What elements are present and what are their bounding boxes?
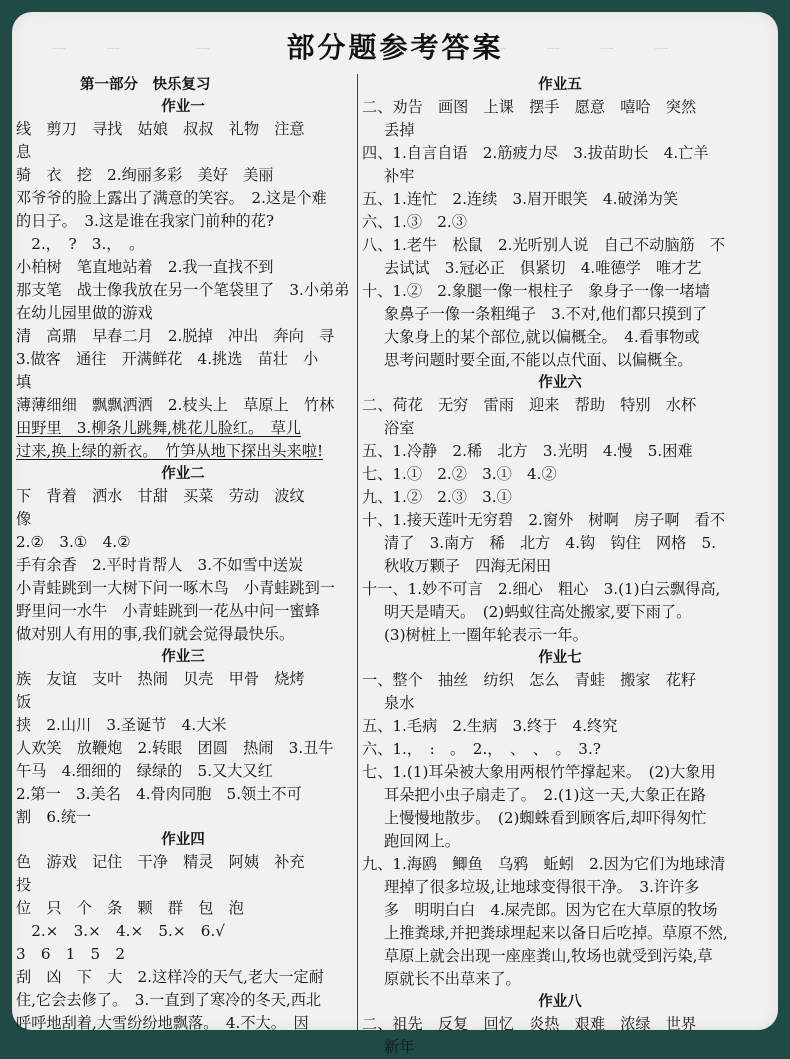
answer-line: 二、祖先 反复 回忆 炎热 艰难 浓绿 世界 bbox=[362, 1015, 697, 1033]
answer-line: 过来,换上绿的新衣。 竹笋从地下探出头来啦! bbox=[16, 442, 324, 460]
answer-line: 小柏树 笔直地站着 2.我一直找不到 bbox=[16, 258, 274, 276]
answer-line: 去试试 3.冠必正 俱紧切 4.唯德学 唯才艺 bbox=[384, 259, 702, 277]
right-column bbox=[362, 74, 758, 1056]
section-heading: 作业五 bbox=[538, 77, 582, 93]
answer-line: 原就长不出草来了。 bbox=[384, 970, 521, 988]
answer-line: 清 高鼎 早春二月 2.脱掉 冲出 奔向 寻 bbox=[16, 327, 335, 345]
answer-line: 族 友谊 支叶 热闹 贝壳 甲骨 烧烤 bbox=[16, 670, 305, 688]
answer-line: 八、1.老牛 松鼠 2.光听别人说 自己不动脑筋 不 bbox=[362, 236, 726, 254]
answer-line: 十、1.接天莲叶无穷碧 2.窗外 树啊 房子啊 看不 bbox=[362, 511, 726, 529]
section-heading: 作业六 bbox=[538, 375, 582, 391]
answer-line: 七、1.① 2.② 3.① 4.② bbox=[362, 465, 557, 483]
answer-line: 五、1.连忙 2.连续 3.眉开眼笑 4.破涕为笑 bbox=[362, 190, 679, 208]
answer-line: 上推粪球,并把粪球埋起来以备日后吃掉。草原不然, bbox=[384, 924, 728, 942]
answer-line: 思考问题时要全面,不能以点代面、以偏概全。 bbox=[384, 351, 693, 369]
answer-line: 3 6 1 5 2 bbox=[16, 945, 126, 963]
answer-line: 田野里 3.柳条儿跳舞,桃花儿脸红。 草儿 bbox=[16, 419, 302, 437]
answer-line: 新年 bbox=[384, 1038, 415, 1056]
answer-line: 五、1.冷静 2.稀 北方 3.光明 4.慢 5.困难 bbox=[362, 442, 693, 460]
answer-line: 小青蛙跳到一大树下问一啄木鸟 小青蛙跳到一 bbox=[16, 579, 335, 597]
answer-line: 2.② 3.① 4.② bbox=[16, 533, 131, 551]
answer-line: 二、劝告 画图 上课 摆手 愿意 嘻哈 突然 bbox=[362, 98, 697, 116]
answer-line: 割 6.统一 bbox=[16, 808, 92, 826]
answer-line: 十一、1.妙不可言 2.细心 粗心 3.(1)白云飘得高, bbox=[362, 580, 721, 598]
answer-line: 六、1.， : 。 2.， 、 、 。 3.? bbox=[362, 740, 601, 758]
answer-line: 息 bbox=[16, 143, 32, 161]
bleed-through-text: 一 一 一 bbox=[52, 43, 214, 59]
answer-line: 补牢 bbox=[384, 167, 415, 185]
answer-line: 秋收万颗子 四海无闲田 bbox=[384, 557, 552, 575]
left-column bbox=[12, 74, 354, 1034]
answer-line: 住,它会去修了。 3.一直到了寒冷的冬天,西北 bbox=[16, 991, 322, 1009]
answer-line: 2.第一 3.美名 4.骨肉同胞 5.领土不可 bbox=[16, 785, 302, 803]
answer-line: 填 bbox=[16, 373, 32, 391]
answer-line: 野里问一水牛 小青蛙跳到一花丛中问一蜜蜂 bbox=[16, 602, 320, 620]
answer-line: 2.， ? 3.， 。 bbox=[16, 235, 145, 253]
answer-line: 泉水 bbox=[384, 694, 415, 712]
answer-line: 上慢慢地散步。 (2)蜘蛛看到顾客后,却吓得匆忙 bbox=[384, 809, 707, 827]
answer-line: 邓爷爷的脸上露出了满意的笑容。 2.这是个难 bbox=[16, 189, 327, 207]
section-heading: 作业八 bbox=[538, 994, 582, 1010]
answer-line: 四、1.自言自语 2.筋疲力尽 3.拔苗助长 4.亡羊 bbox=[362, 144, 709, 162]
section-heading: 作业七 bbox=[538, 650, 582, 666]
answer-line: 草原上就会出现一座座粪山,牧场也就受到污染,草 bbox=[384, 947, 713, 965]
answer-line: 九、1.② 2.③ 3.① bbox=[362, 488, 512, 506]
answer-line: 跑回网上。 bbox=[384, 832, 460, 850]
answer-line: 象鼻子一像一条粗绳子 3.不对,他们都只摸到了 bbox=[384, 305, 708, 323]
answer-line: 明天是晴天。 (2)蚂蚁往高处搬家,要下雨了。 bbox=[384, 603, 692, 621]
answer-line: 做对别人有用的事,我们就会觉得最快乐。 bbox=[16, 625, 295, 643]
answer-line: 九、1.海鸥 鲫鱼 乌鸦 蚯蚓 2.因为它们为地球清 bbox=[362, 855, 726, 873]
answer-line: 薄薄细细 飘飘洒洒 2.枝头上 草原上 竹林 bbox=[16, 396, 335, 414]
answer-line: 的日子。 3.这是谁在我家门前种的花? bbox=[16, 212, 275, 230]
answer-line: 投 bbox=[16, 876, 32, 894]
answer-line: 2.× 3.× 4.× 5.× 6.√ bbox=[16, 922, 225, 940]
answer-line: 理掉了很多垃圾,让地球变得很干净。 3.许许多 bbox=[384, 878, 700, 896]
answer-line: 耳朵把小虫子扇走了。 2.(1)这一天,大象正在路 bbox=[384, 786, 706, 804]
answer-line: 多 明明白白 4.屎壳郎。因为它在大草原的牧场 bbox=[384, 901, 718, 919]
answer-line: 浴室 bbox=[384, 419, 415, 437]
answer-line: (3)树桩上一圈年轮表示一年。 bbox=[384, 626, 588, 644]
answer-line: 骑 衣 挖 2.绚丽多彩 美好 美丽 bbox=[16, 166, 274, 184]
answer-line: 清了 3.南方 稀 北方 4.钩 钩住 网格 5. bbox=[384, 534, 717, 552]
answer-line: 大象身上的某个部位,就以偏概全。 4.看事物或 bbox=[384, 328, 700, 346]
answer-line: 呼呼地刮着,大雪纷纷地飘落。 4.不大。 因 bbox=[16, 1014, 309, 1032]
answer-line: 六、1.③ 2.③ bbox=[362, 213, 467, 231]
answer-line: 二、荷花 无穷 雷雨 迎来 帮助 特别 水杯 bbox=[362, 396, 697, 414]
column-divider bbox=[357, 74, 358, 1030]
section-heading: 作业二 bbox=[161, 466, 205, 482]
part-heading: 第一部分 快乐复习 bbox=[80, 77, 211, 93]
answer-line: 刮 凶 下 大 2.这样冷的天气,老大一定耐 bbox=[16, 968, 324, 986]
answer-line: 像 bbox=[16, 510, 32, 528]
answer-line: 色 游戏 记住 干净 精灵 阿姨 补充 bbox=[16, 853, 305, 871]
answer-line: 手有余香 2.平时肯帮人 3.不如雪中送炭 bbox=[16, 556, 304, 574]
bleed-through-text: 一 一 一 一 bbox=[492, 43, 672, 59]
page-title: 部分题参考答案 bbox=[286, 31, 504, 64]
section-heading: 作业四 bbox=[161, 832, 205, 848]
answer-line: 那支笔 战士像我放在另一个笔袋里了 3.小弟弟 bbox=[16, 281, 350, 299]
answer-line: 饭 bbox=[16, 693, 32, 711]
answer-line: 在幼儿园里做的游戏 bbox=[16, 304, 153, 322]
answer-line: 3.做客 通往 开满鲜花 4.挑选 苗壮 小 bbox=[16, 350, 319, 368]
answer-line: 五、1.毛病 2.生病 3.终于 4.终究 bbox=[362, 717, 618, 735]
answer-line: 线 剪刀 寻找 姑娘 叔叔 礼物 注意 bbox=[16, 120, 305, 138]
answer-line: 午马 4.细细的 绿绿的 5.又大又红 bbox=[16, 762, 273, 780]
answer-line: 七、1.(1)耳朵被大象用两根竹竿撑起来。 (2)大象用 bbox=[362, 763, 716, 781]
section-heading: 作业一 bbox=[161, 99, 205, 115]
section-heading: 作业三 bbox=[161, 649, 205, 665]
answer-line: 下 背着 洒水 甘甜 买菜 劳动 波纹 bbox=[16, 487, 305, 505]
answer-line: 位 只 个 条 颗 群 包 泡 bbox=[16, 899, 244, 917]
answer-line: 挟 2.山川 3.圣诞节 4.大米 bbox=[16, 716, 227, 734]
answer-line: 人欢笑 放鞭炮 2.转眼 团圆 热闹 3.丑牛 bbox=[16, 739, 334, 757]
answer-line: 一、整个 抽丝 纺织 怎么 青蛙 搬家 花籽 bbox=[362, 671, 697, 689]
answer-line: 十、1.② 2.象腿一像一根柱子 象身子一像一堵墙 bbox=[362, 282, 710, 300]
answer-sheet bbox=[12, 12, 778, 1056]
answer-line: 丢掉 bbox=[384, 121, 415, 139]
